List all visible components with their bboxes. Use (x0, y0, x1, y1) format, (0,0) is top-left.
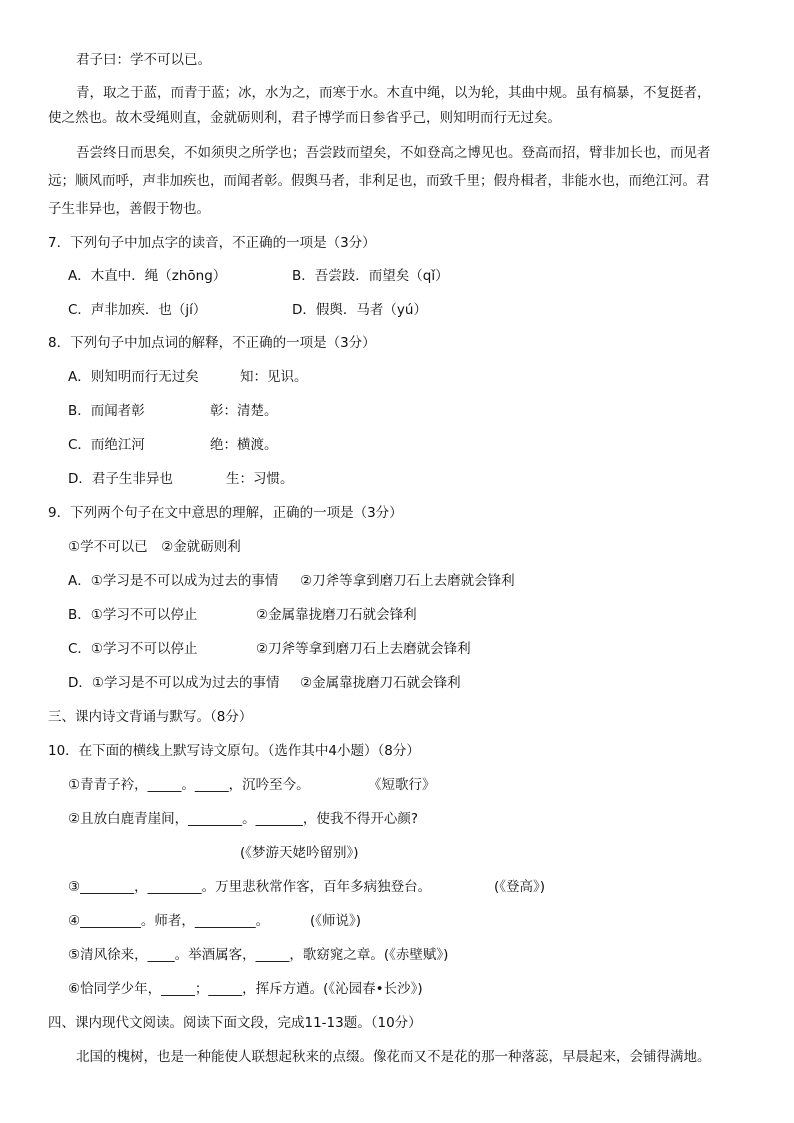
question-10-item-1: ①青青子衿，_____。_____，沉吟至今。 (68, 777, 310, 793)
question-9-option-d-part1: D．①学习是不可以成为过去的事情 (68, 675, 280, 691)
passage-line: 君子曰：学不可以已。 (76, 52, 211, 68)
question-7-stem: 7．下列句子中加点字的读音，不正确的一项是（3分） (48, 235, 376, 251)
question-8-option-d: D．君子生非异也 (68, 471, 173, 487)
section-3-heading: 三、课内诗文背诵与默写。（8分） (48, 709, 253, 725)
question-8-option-a: A．则知明而行无过矣 (68, 369, 199, 385)
question-7-option-b: B．吾尝跂．而望矣（qǐ） (292, 268, 449, 284)
question-7-option-a: A．木直中．绳（zhōng） (68, 268, 227, 284)
passage-line: 使之然也。故木受绳则直，金就砺则利，君子博学而日参省乎己，则知明而行无过矣。 (48, 110, 561, 126)
passage-line: 吾尝终日而思矣，不如须臾之所学也；吾尝跂而望矣，不如登高之博见也。登高而招，臂非加长也，而见者 (76, 145, 711, 161)
question-10-item-4: ④_________。师者，_________。 (68, 913, 270, 929)
question-8-option-b: B．而闻者彰 (68, 403, 145, 419)
question-8-option-c-explanation: 绝：横渡。 (210, 437, 278, 453)
question-8-option-b-explanation: 彰：清楚。 (210, 403, 278, 419)
question-10-item-3-source: (《登高》) (494, 879, 546, 895)
question-10-item-1-source: 《短歌行》 (368, 777, 436, 793)
question-8-option-a-explanation: 知：见识。 (240, 369, 308, 385)
question-10-item-2: ②且放白鹿青崖间，________。_______，使我不得开心颜? (68, 811, 419, 827)
question-9-option-b-part1: B．①学习不可以停止 (68, 607, 198, 623)
question-10-item-3: ③________，________。万里悲秋常作客，百年多病独登台。 (68, 879, 432, 895)
question-9-option-b-part2: ②金属靠拢磨刀石就会锋利 (256, 607, 417, 623)
question-9-option-c-part1: C．①学习不可以停止 (68, 641, 198, 657)
section-4-heading: 四、课内现代文阅读。阅读下面文段，完成11-13题。（10分） (48, 1015, 422, 1031)
passage-line: 远；顺风而呼，声非加疾也，而闻者彰。假舆马者，非利足也，而致千里；假舟楫者，非能水也，而绝江河。君 (48, 173, 710, 189)
question-9-option-c-part2: ②刀斧等拿到磨刀石上去磨就会锋利 (256, 641, 471, 657)
question-9-option-d-part2: ②金属靠拢磨刀石就会锋利 (300, 675, 461, 691)
question-10-item-6: ⑥恰同学少年，_____；_____，挥斥方遒。(《沁园春•长沙》) (68, 981, 423, 997)
question-9-stem: 9．下列两个句子在文中意思的理解，正确的一项是（3分） (48, 505, 403, 521)
question-8-option-d-explanation: 生：习惯。 (226, 471, 294, 487)
question-10-item-5: ⑤清风徐来，____。举酒属客，_____，歌窈窕之章。(《赤壁赋》) (68, 947, 449, 963)
question-9-option-a-part1: A．①学习是不可以成为过去的事情 (68, 573, 279, 589)
question-9-option-a-part2: ②刀斧等拿到磨刀石上去磨就会锋利 (300, 573, 515, 589)
question-8-option-c: C．而绝江河 (68, 437, 145, 453)
question-10-stem: 10．在下面的横线上默写诗文原句。（选作其中4小题）（8分） (48, 743, 420, 759)
question-8-stem: 8．下列句子中加点词的解释，不正确的一项是（3分） (48, 335, 376, 351)
passage-line: 青，取之于蓝，而青于蓝；冰，水为之，而寒于水。木直中绳，以为轮，其曲中规。虽有槁暴，不复挺者， (76, 85, 711, 101)
question-10-item-2-source: (《梦游天姥吟留别》) (240, 845, 359, 861)
passage-line: 子生非异也，善假于物也。 (48, 201, 210, 217)
section-4-paragraph: 北国的槐树，也是一种能使人联想起秋来的点缀。像花而又不是花的那一种落蕊，早晨起来，会铺得满地。 (76, 1049, 711, 1065)
question-7-option-c: C．声非加疾．也（jí） (68, 302, 207, 318)
question-7-option-d: D．假舆．马者（yú） (292, 302, 427, 318)
question-9-sentences: ①学不可以已 ②金就砺则利 (68, 539, 241, 555)
question-10-item-4-source: (《师说》) (310, 913, 362, 929)
